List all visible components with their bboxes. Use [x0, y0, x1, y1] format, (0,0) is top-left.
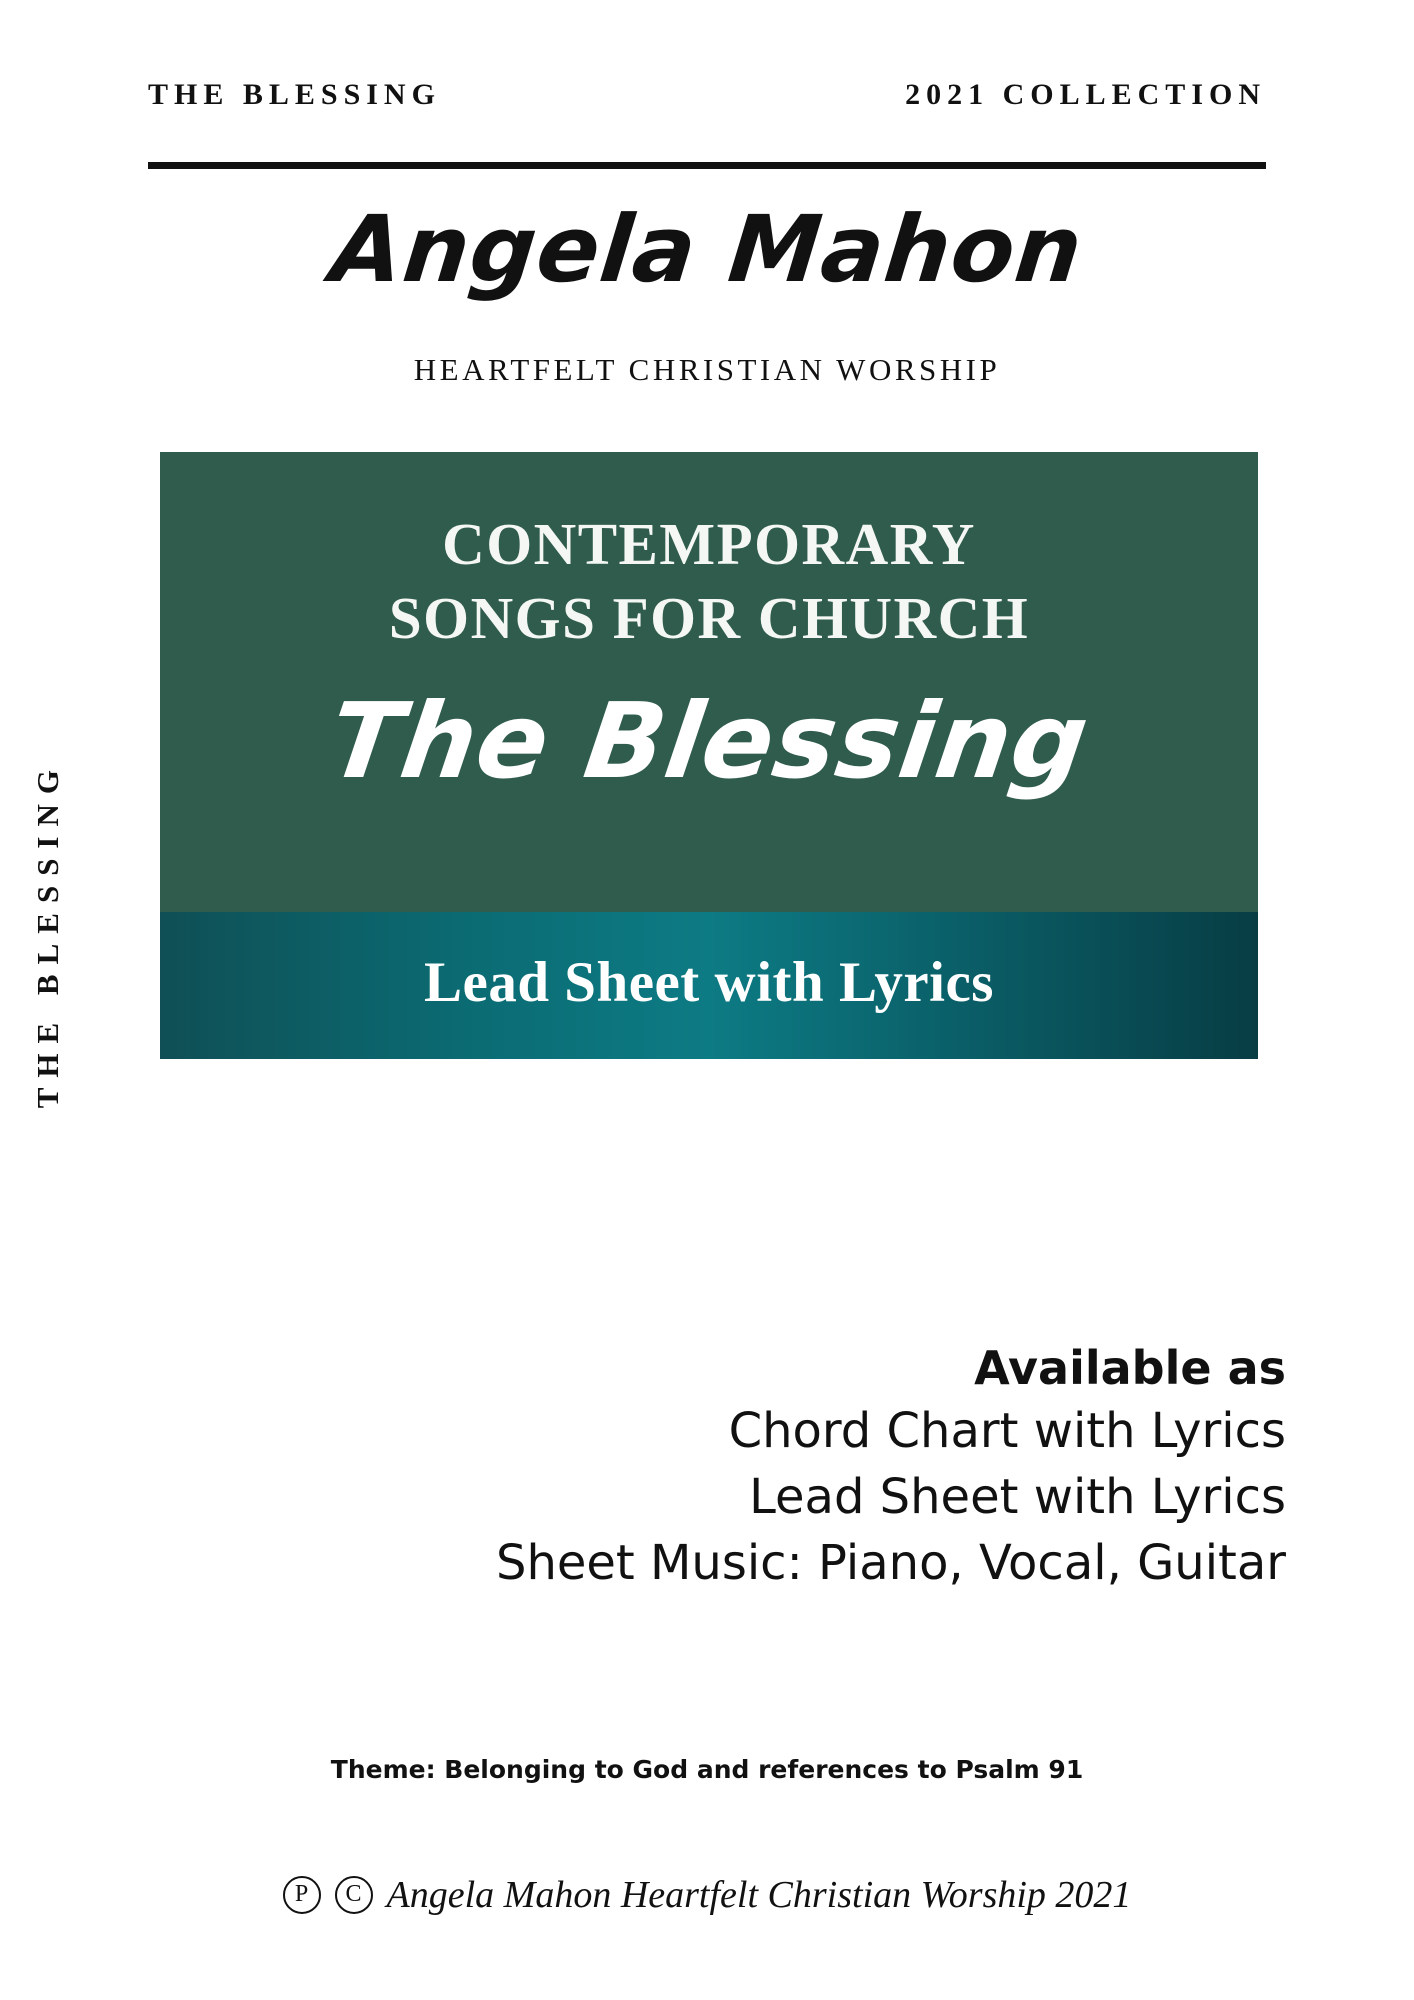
copyright-text: Angela Mahon Heartfelt Christian Worship 2021 [386, 1874, 1132, 1916]
format-band [160, 912, 1258, 1059]
copyright-line [0, 1873, 1414, 1917]
side-vertical-title: THE BLESSING [30, 760, 65, 1109]
format-band-label: Lead Sheet with Lyrics [424, 951, 994, 1014]
header-divider [148, 162, 1266, 169]
available-formats [386, 1340, 1286, 1596]
copyright-icon: C [335, 1876, 373, 1914]
title-panel [160, 452, 1258, 912]
available-format-item: Chord Chart with Lyrics [728, 1402, 1286, 1459]
song-title: The Blessing [321, 680, 1097, 802]
available-format-item: Sheet Music: Piano, Vocal, Guitar [495, 1534, 1286, 1591]
brand-tagline: HEARTFELT CHRISTIAN WORSHIP [413, 352, 1001, 387]
phonogram-icon: P [283, 1876, 321, 1914]
available-formats-title: Available as [974, 1341, 1286, 1395]
page-header [148, 78, 1266, 112]
header-collection-title: THE BLESSING [148, 78, 441, 111]
available-format-item: Lead Sheet with Lyrics [749, 1468, 1286, 1525]
theme-note: Theme: Belonging to God and references to Psalm 91 [330, 1755, 1084, 1784]
panel-heading-line2: SONGS FOR CHURCH [388, 585, 1030, 651]
header-collection-year: 2021 COLLECTION [905, 78, 1266, 111]
brand-name: Angela Mahon [326, 196, 1088, 303]
panel-heading-line1: CONTEMPORARY [442, 511, 976, 577]
